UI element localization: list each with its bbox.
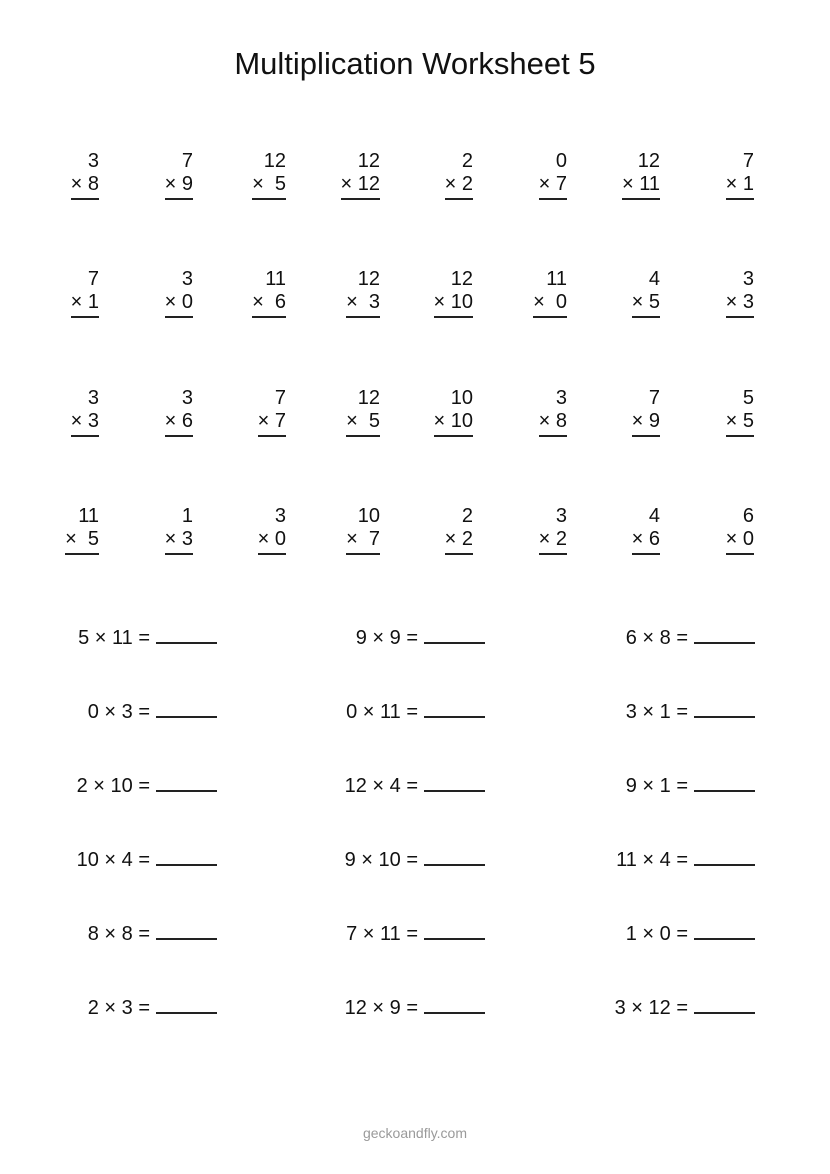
- vertical-problem: [123, 150, 193, 200]
- multiplier-with-sign: × 1: [71, 291, 99, 318]
- multiplier-with-sign: × 7: [539, 173, 567, 200]
- multiplicand: 11: [265, 268, 286, 290]
- vertical-problem: [29, 150, 99, 200]
- vertical-problem: [123, 387, 193, 437]
- multiplicand: 4: [648, 505, 660, 527]
- vertical-problem: [310, 150, 380, 200]
- worksheet-title: Multiplication Worksheet 5: [234, 46, 596, 81]
- answer-blank[interactable]: [424, 846, 485, 866]
- multiplier-with-sign: × 7: [258, 410, 286, 437]
- horizontal-problem: [308, 846, 485, 872]
- answer-blank[interactable]: [694, 624, 755, 644]
- vertical-problem: [310, 387, 380, 437]
- answer-blank[interactable]: [156, 698, 217, 718]
- multiplicand: 3: [181, 268, 193, 290]
- equation-text: 3 × 1 =: [625, 701, 688, 723]
- vertical-problem: [497, 268, 567, 318]
- multiplicand: 1: [181, 505, 193, 527]
- multiplicand: 12: [450, 268, 473, 290]
- vertical-problem: [123, 268, 193, 318]
- answer-blank[interactable]: [156, 994, 217, 1014]
- answer-blank[interactable]: [424, 994, 485, 1014]
- multiplier-with-sign: × 7: [346, 528, 380, 555]
- multiplier-with-sign: × 5: [65, 528, 99, 555]
- vertical-problem: [590, 387, 660, 437]
- multiplier-with-sign: × 10: [434, 410, 473, 437]
- equation-text: 0 × 11 =: [346, 701, 418, 723]
- vertical-problem: [403, 505, 473, 555]
- multiplier-with-sign: × 0: [726, 528, 754, 555]
- horizontal-problem: [578, 698, 755, 724]
- multiplier-with-sign: × 3: [726, 291, 754, 318]
- multiplicand: 2: [461, 505, 473, 527]
- horizontal-problem: [578, 920, 755, 946]
- horizontal-problem: [308, 624, 485, 650]
- multiplier-with-sign: × 2: [445, 528, 473, 555]
- equation-text: 9 × 1 =: [625, 775, 688, 797]
- multiplicand: 2: [461, 150, 473, 172]
- multiplicand: 3: [274, 505, 286, 527]
- horizontal-problem: [308, 772, 485, 798]
- multiplier-with-sign: × 12: [341, 173, 380, 200]
- multiplicand: 12: [637, 150, 660, 172]
- multiplier-with-sign: × 3: [71, 410, 99, 437]
- multiplier-with-sign: × 1: [726, 173, 754, 200]
- multiplier-with-sign: × 6: [252, 291, 286, 318]
- equation-text: 7 × 11 =: [346, 923, 418, 945]
- equation-text: 3 × 12 =: [614, 997, 688, 1019]
- multiplier-with-sign: × 5: [632, 291, 660, 318]
- multiplicand: 12: [357, 387, 380, 409]
- multiplicand: 3: [87, 387, 99, 409]
- multiplicand: 0: [555, 150, 567, 172]
- multiplicand: 7: [742, 150, 754, 172]
- footer-website: geckoandfly.com: [362, 1125, 467, 1141]
- horizontal-problem: [40, 772, 217, 798]
- multiplier-with-sign: × 9: [632, 410, 660, 437]
- vertical-problem: [403, 150, 473, 200]
- vertical-problem: [29, 387, 99, 437]
- multiplier-with-sign: × 5: [252, 173, 286, 200]
- vertical-problem: [497, 505, 567, 555]
- horizontal-problem: [40, 624, 217, 650]
- vertical-problem: [216, 505, 286, 555]
- vertical-problem: [684, 505, 754, 555]
- multiplier-with-sign: × 5: [346, 410, 380, 437]
- answer-blank[interactable]: [694, 772, 755, 792]
- equation-text: 10 × 4 =: [76, 849, 150, 871]
- horizontal-problem: [40, 846, 217, 872]
- horizontal-problem: [40, 920, 217, 946]
- answer-blank[interactable]: [424, 698, 485, 718]
- vertical-problem: [310, 268, 380, 318]
- multiplier-with-sign: × 8: [71, 173, 99, 200]
- answer-blank[interactable]: [694, 920, 755, 940]
- multiplicand: 10: [450, 387, 473, 409]
- vertical-problem: [403, 387, 473, 437]
- multiplier-with-sign: × 11: [622, 173, 660, 200]
- equation-text: 11 × 4 =: [616, 849, 688, 871]
- equation-text: 2 × 10 =: [76, 775, 150, 797]
- multiplicand: 7: [87, 268, 99, 290]
- vertical-problem: [684, 150, 754, 200]
- answer-blank[interactable]: [694, 846, 755, 866]
- horizontal-problem: [40, 994, 217, 1020]
- vertical-problem: [590, 268, 660, 318]
- vertical-problem: [684, 387, 754, 437]
- horizontal-problem: [578, 624, 755, 650]
- multiplicand: 7: [274, 387, 286, 409]
- multiplier-with-sign: × 0: [533, 291, 567, 318]
- multiplier-with-sign: × 0: [258, 528, 286, 555]
- multiplier-with-sign: × 3: [165, 528, 193, 555]
- multiplicand: 11: [78, 505, 99, 527]
- equation-text: 0 × 3 =: [87, 701, 150, 723]
- answer-blank[interactable]: [156, 846, 217, 866]
- vertical-problem: [497, 387, 567, 437]
- multiplicand: 12: [263, 150, 286, 172]
- vertical-problem: [123, 505, 193, 555]
- answer-blank[interactable]: [694, 698, 755, 718]
- answer-blank[interactable]: [156, 920, 217, 940]
- multiplicand: 12: [357, 150, 380, 172]
- answer-blank[interactable]: [424, 624, 485, 644]
- multiplicand: 3: [555, 387, 567, 409]
- equation-text: 5 × 11 =: [78, 627, 150, 649]
- horizontal-problem: [308, 920, 485, 946]
- answer-blank[interactable]: [424, 772, 485, 792]
- multiplier-with-sign: × 6: [165, 410, 193, 437]
- multiplicand: 10: [357, 505, 380, 527]
- multiplier-with-sign: × 3: [346, 291, 380, 318]
- multiplicand: 5: [742, 387, 754, 409]
- multiplier-with-sign: × 6: [632, 528, 660, 555]
- multiplicand: 3: [555, 505, 567, 527]
- answer-blank[interactable]: [156, 772, 217, 792]
- answer-blank[interactable]: [424, 920, 485, 940]
- vertical-problem: [497, 150, 567, 200]
- vertical-problem: [29, 268, 99, 318]
- answer-blank[interactable]: [694, 994, 755, 1014]
- multiplicand: 7: [181, 150, 193, 172]
- equation-text: 9 × 10 =: [344, 849, 418, 871]
- multiplier-with-sign: × 8: [539, 410, 567, 437]
- vertical-problem: [29, 505, 99, 555]
- horizontal-problem: [578, 846, 755, 872]
- horizontal-problem: [308, 698, 485, 724]
- multiplicand: 3: [742, 268, 754, 290]
- multiplier-with-sign: × 0: [165, 291, 193, 318]
- multiplicand: 4: [648, 268, 660, 290]
- multiplier-with-sign: × 9: [165, 173, 193, 200]
- multiplier-with-sign: × 10: [434, 291, 473, 318]
- horizontal-problem: [578, 994, 755, 1020]
- vertical-problem: [310, 505, 380, 555]
- vertical-problem: [684, 268, 754, 318]
- vertical-problem: [403, 268, 473, 318]
- multiplicand: 11: [546, 268, 567, 290]
- equation-text: 12 × 4 =: [344, 775, 418, 797]
- multiplier-with-sign: × 5: [726, 410, 754, 437]
- vertical-problem: [590, 505, 660, 555]
- equation-text: 12 × 9 =: [344, 997, 418, 1019]
- equation-text: 6 × 8 =: [625, 627, 688, 649]
- vertical-problem: [590, 150, 660, 200]
- vertical-problem: [216, 387, 286, 437]
- vertical-problem: [216, 268, 286, 318]
- equation-text: 2 × 3 =: [87, 997, 150, 1019]
- vertical-problem: [216, 150, 286, 200]
- horizontal-problem: [40, 698, 217, 724]
- horizontal-problem: [578, 772, 755, 798]
- equation-text: 8 × 8 =: [87, 923, 150, 945]
- multiplier-with-sign: × 2: [445, 173, 473, 200]
- multiplicand: 3: [181, 387, 193, 409]
- equation-text: 1 × 0 =: [625, 923, 688, 945]
- answer-blank[interactable]: [156, 624, 217, 644]
- multiplicand: 7: [648, 387, 660, 409]
- multiplicand: 12: [357, 268, 380, 290]
- multiplier-with-sign: × 2: [539, 528, 567, 555]
- multiplicand: 3: [87, 150, 99, 172]
- equation-text: 9 × 9 =: [355, 627, 418, 649]
- multiplicand: 6: [742, 505, 754, 527]
- horizontal-problem: [308, 994, 485, 1020]
